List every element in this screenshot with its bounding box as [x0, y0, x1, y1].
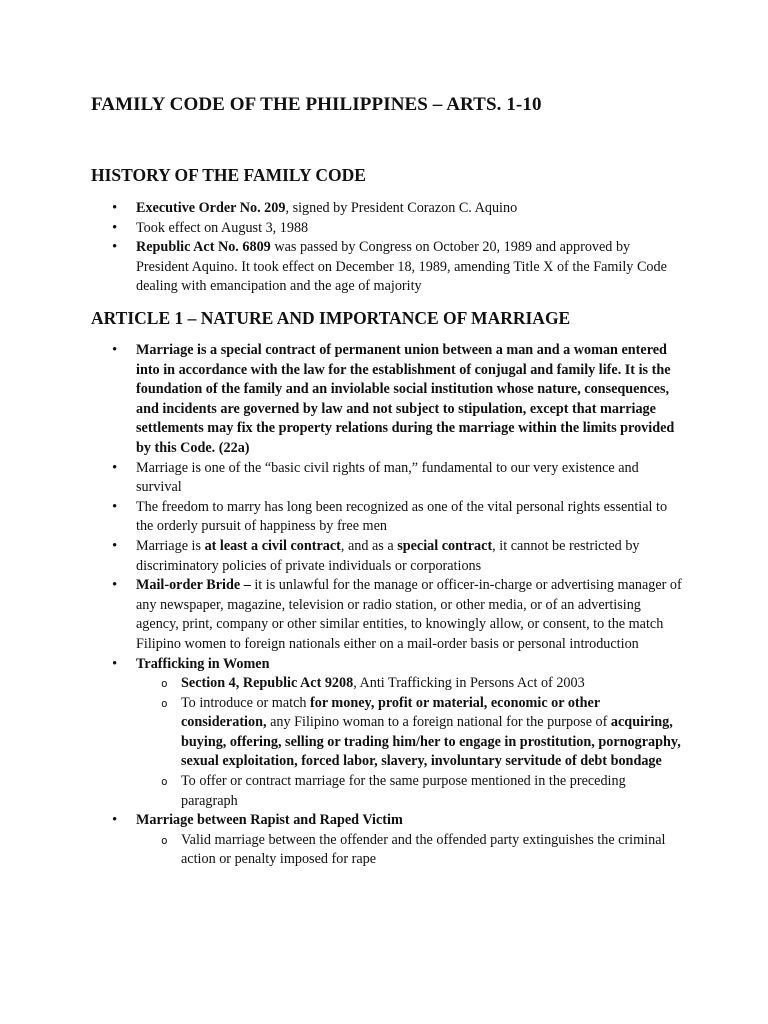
- bold-text: Section 4, Republic Act 9208: [181, 675, 354, 692]
- history-heading: HISTORY OF THE FAMILY CODE: [91, 165, 366, 185]
- text: Took effect on August 3, 1988: [136, 219, 309, 236]
- bold-text: acquiring, buying, offering, selling or trading him/her to engage in prostitution, pornography, sexual exploitation, forced labor, slavery, involuntary servitude of debt bondage: [181, 714, 681, 770]
- sub-list-item: [161, 831, 684, 870]
- bold-text: Marriage between Rapist and Raped Victim: [136, 812, 403, 829]
- list-item: [112, 219, 684, 239]
- text: , Anti Trafficking in Persons Act of 2003: [353, 675, 585, 692]
- bold-text: for money, profit or material, economic or other consideration,: [181, 694, 600, 731]
- sub-list-item: [161, 674, 684, 694]
- article-1-list: [112, 341, 684, 870]
- text: To offer or contract marriage for the same purpose mentioned in the preceding paragraph: [181, 773, 626, 809]
- text: , and as a: [340, 537, 398, 554]
- bold-text: at least a civil contract: [204, 537, 341, 554]
- sub-list: [136, 831, 684, 870]
- text: To introduce or match: [181, 694, 311, 711]
- list-item: [112, 811, 684, 870]
- text: Marriage is one of the “basic civil rights of man,” fundamental to our very existence and survival: [136, 459, 639, 496]
- text: it is unlawful for the manage or officer-in-charge or advertising manager of any newspaper, magazine, television or radio station, or other media, or of an advertising agency, print, company or other similar entities, to knowingly allow, or consent, to the match Filipino women to foreign nationals either on a mail-order basis or personal introduction: [136, 577, 682, 652]
- bold-text: Mail-order Bride –: [136, 577, 255, 594]
- list-item: [112, 238, 684, 297]
- text: Marriage is: [136, 537, 205, 554]
- text: , it cannot be restricted by discriminatory policies of private individuals or corporations: [136, 537, 640, 574]
- list-item: [112, 341, 684, 459]
- sub-list: [136, 674, 684, 811]
- list-item: [112, 459, 684, 498]
- text: The freedom to marry has long been recognized as one of the vital personal rights essential to the orderly pursuit of happiness by free men: [136, 498, 668, 535]
- sub-list-item: [161, 694, 684, 772]
- bold-text: Marriage is a special contract of permanent union between a man and a woman entered into in accordance with the law for the establishment of conjugal and family life. It is the foundation of the family and an inviolable social institution whose nature, consequences, and incidents are governed by law and not subject to stipulation, except that marriage settlements may fix the property relations during the marriage within the limits provided by this Code. (22a): [136, 342, 675, 456]
- bold-text: Executive Order No. 209: [136, 200, 286, 216]
- list-item: [112, 537, 684, 576]
- list-item: [112, 655, 684, 812]
- sub-list-item: [161, 772, 684, 811]
- list-item: [112, 199, 684, 219]
- list-item: [112, 576, 684, 654]
- history-list: [112, 199, 684, 297]
- bold-text: Trafficking in Women: [136, 655, 270, 672]
- text: Valid marriage between the offender and the offended party extinguishes the criminal action or penalty imposed for rape: [181, 831, 666, 868]
- bold-text: special contract: [397, 537, 493, 554]
- text: , signed by President Corazon C. Aquino: [285, 200, 518, 216]
- list-item: [112, 498, 684, 537]
- bold-text: Republic Act No. 6809: [136, 239, 271, 256]
- article-1-heading: ARTICLE 1 – NATURE AND IMPORTANCE OF MARRIAGE: [91, 308, 571, 328]
- document-title: FAMILY CODE OF THE PHILIPPINES – ARTS. 1-10: [91, 94, 542, 115]
- text: was passed by Congress on October 20, 1989 and approved by President Aquino. It took effect on December 18, 1989, amending Title X of the Family Code dealing with emancipation and the age of majority: [136, 239, 667, 295]
- text: any Filipino woman to a foreign national for the purpose of: [266, 714, 611, 731]
